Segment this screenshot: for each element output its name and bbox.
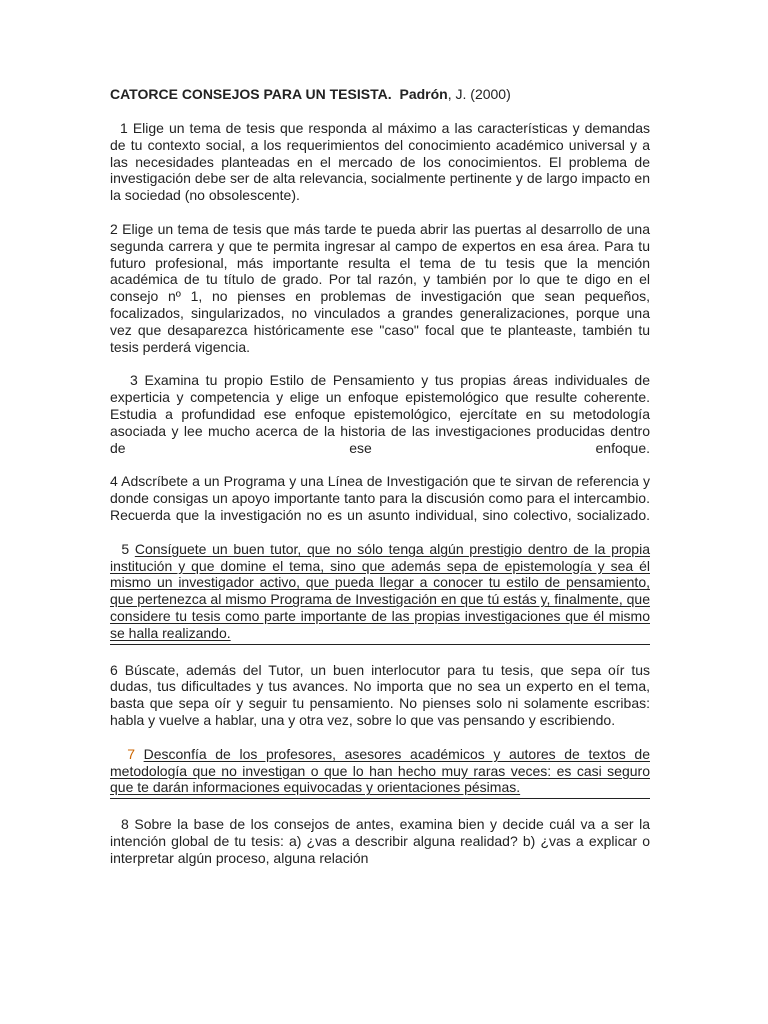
advice-text: Búscate, además del Tutor, un buen interlocutor para tu tesis, que sepa oír tus dudas, tus dificultades y tus avances. No importa que no sea un experto en el tema, basta que sepa oír y seguir tu pensamiento. No pienses solo ni solamente escribas: habla y vuelve a hablar, una y otra vez, sobre lo que vas pensando y escribiendo. — [110, 661, 650, 728]
advice-1 — [110, 120, 650, 204]
advice-3 — [110, 372, 650, 456]
advice-number: 8 — [110, 816, 135, 833]
title-year: , J. (2000) — [447, 86, 511, 102]
title-author: Padrón — [399, 86, 448, 102]
advice-text: Sobre la base de los consejos de antes, examina bien y decide cuál va a ser la intención global de tu tesis: a) ¿vas a describir alguna realidad? b) ¿vas a explicar o interpretar algún proceso, alguna relación — [110, 816, 650, 866]
advice-text: Adscríbete a un Programa y una Línea de Investigación que te sirvan de referencia y donde consigas un apoyo importante tanto para la discusión como para el intercambio. Recuerda que la investigación no es un asunto individual, sino colectivo, socializado. — [110, 473, 651, 523]
document-title — [110, 86, 650, 102]
advice-number: 4 — [110, 473, 122, 490]
advice-4 — [110, 473, 650, 523]
advice-6 — [110, 662, 650, 729]
advice-number: 3 — [110, 372, 145, 389]
advice-number: 2 — [110, 220, 123, 237]
advice-number: 7 — [110, 745, 144, 762]
advice-number: 1 — [110, 120, 133, 136]
advice-text: Examina tu propio Estilo de Pensamiento y tus propias áreas individuales de experticia y competencia y elige un enfoque epistemológico que resulte coherente. Estudia a profundidad ese enfoque epistemológico, ejercítate en su metodología asociada y lee mucho acerca de la historia de las investigaciones producidas dentro de ese enfoque. — [110, 372, 650, 456]
advice-text: Desconfía de los profesores, asesores académicos y autores de textos de metodología que no investigan o que lo han hecho muy raras veces: es casi seguro que te darán informaciones equivocadas y orientaciones pésimas. — [110, 745, 650, 796]
document-page — [110, 86, 650, 883]
advice-7 — [110, 746, 650, 799]
advice-number: 5 — [110, 540, 135, 557]
advice-8 — [110, 816, 650, 866]
advice-text: Elige un tema de tesis que más tarde te pueda abrir las puertas al desarrollo de una segunda carrera y que te permita ingresar al campo de expertos en esa área. Para tu futuro profesional, más importante resulta el tema de tu tesis que la mención académica de tu título de grado. Por tal razón, y también por lo que te digo en el consejo nº 1, no pienses en problemas de investigación que sean pequeños, focalizados, singularizados, no vinculados a grandes generalizaciones, porque una vez que desaparezca históricamente ese "caso" focal que te planteaste, también tu tesis perderá vigencia. — [110, 220, 650, 355]
advice-number: 6 — [110, 661, 125, 678]
advice-text: Elige un tema de tesis que responda al máximo a las características y demandas de tu contexto social, a los requerimientos del conocimiento académico universal y a las necesidades planteadas en el mercado de los conocimientos. El problema de investigación debe ser de alta relevancia, socialmente pertinente y de largo impacto en la sociedad (no obsolescente). — [110, 120, 650, 204]
title-text: CATORCE CONSEJOS PARA UN TESISTA. — [110, 86, 392, 102]
advice-text: Consíguete un buen tutor, que no sólo tenga algún prestigio dentro de la propia institución y que domine el tema, sino que además sepa de epistemología y sea él mismo un investigador activo, que pueda llegar a conocer tu estilo de pensamiento, que pertenezca al mismo Programa de Investigación en que tú estás y, finalmente, que considere tu tesis como parte importante de las propias investigaciones que él mismo se halla realizando. — [110, 540, 650, 641]
advice-5 — [110, 541, 650, 645]
advice-2 — [110, 221, 650, 355]
